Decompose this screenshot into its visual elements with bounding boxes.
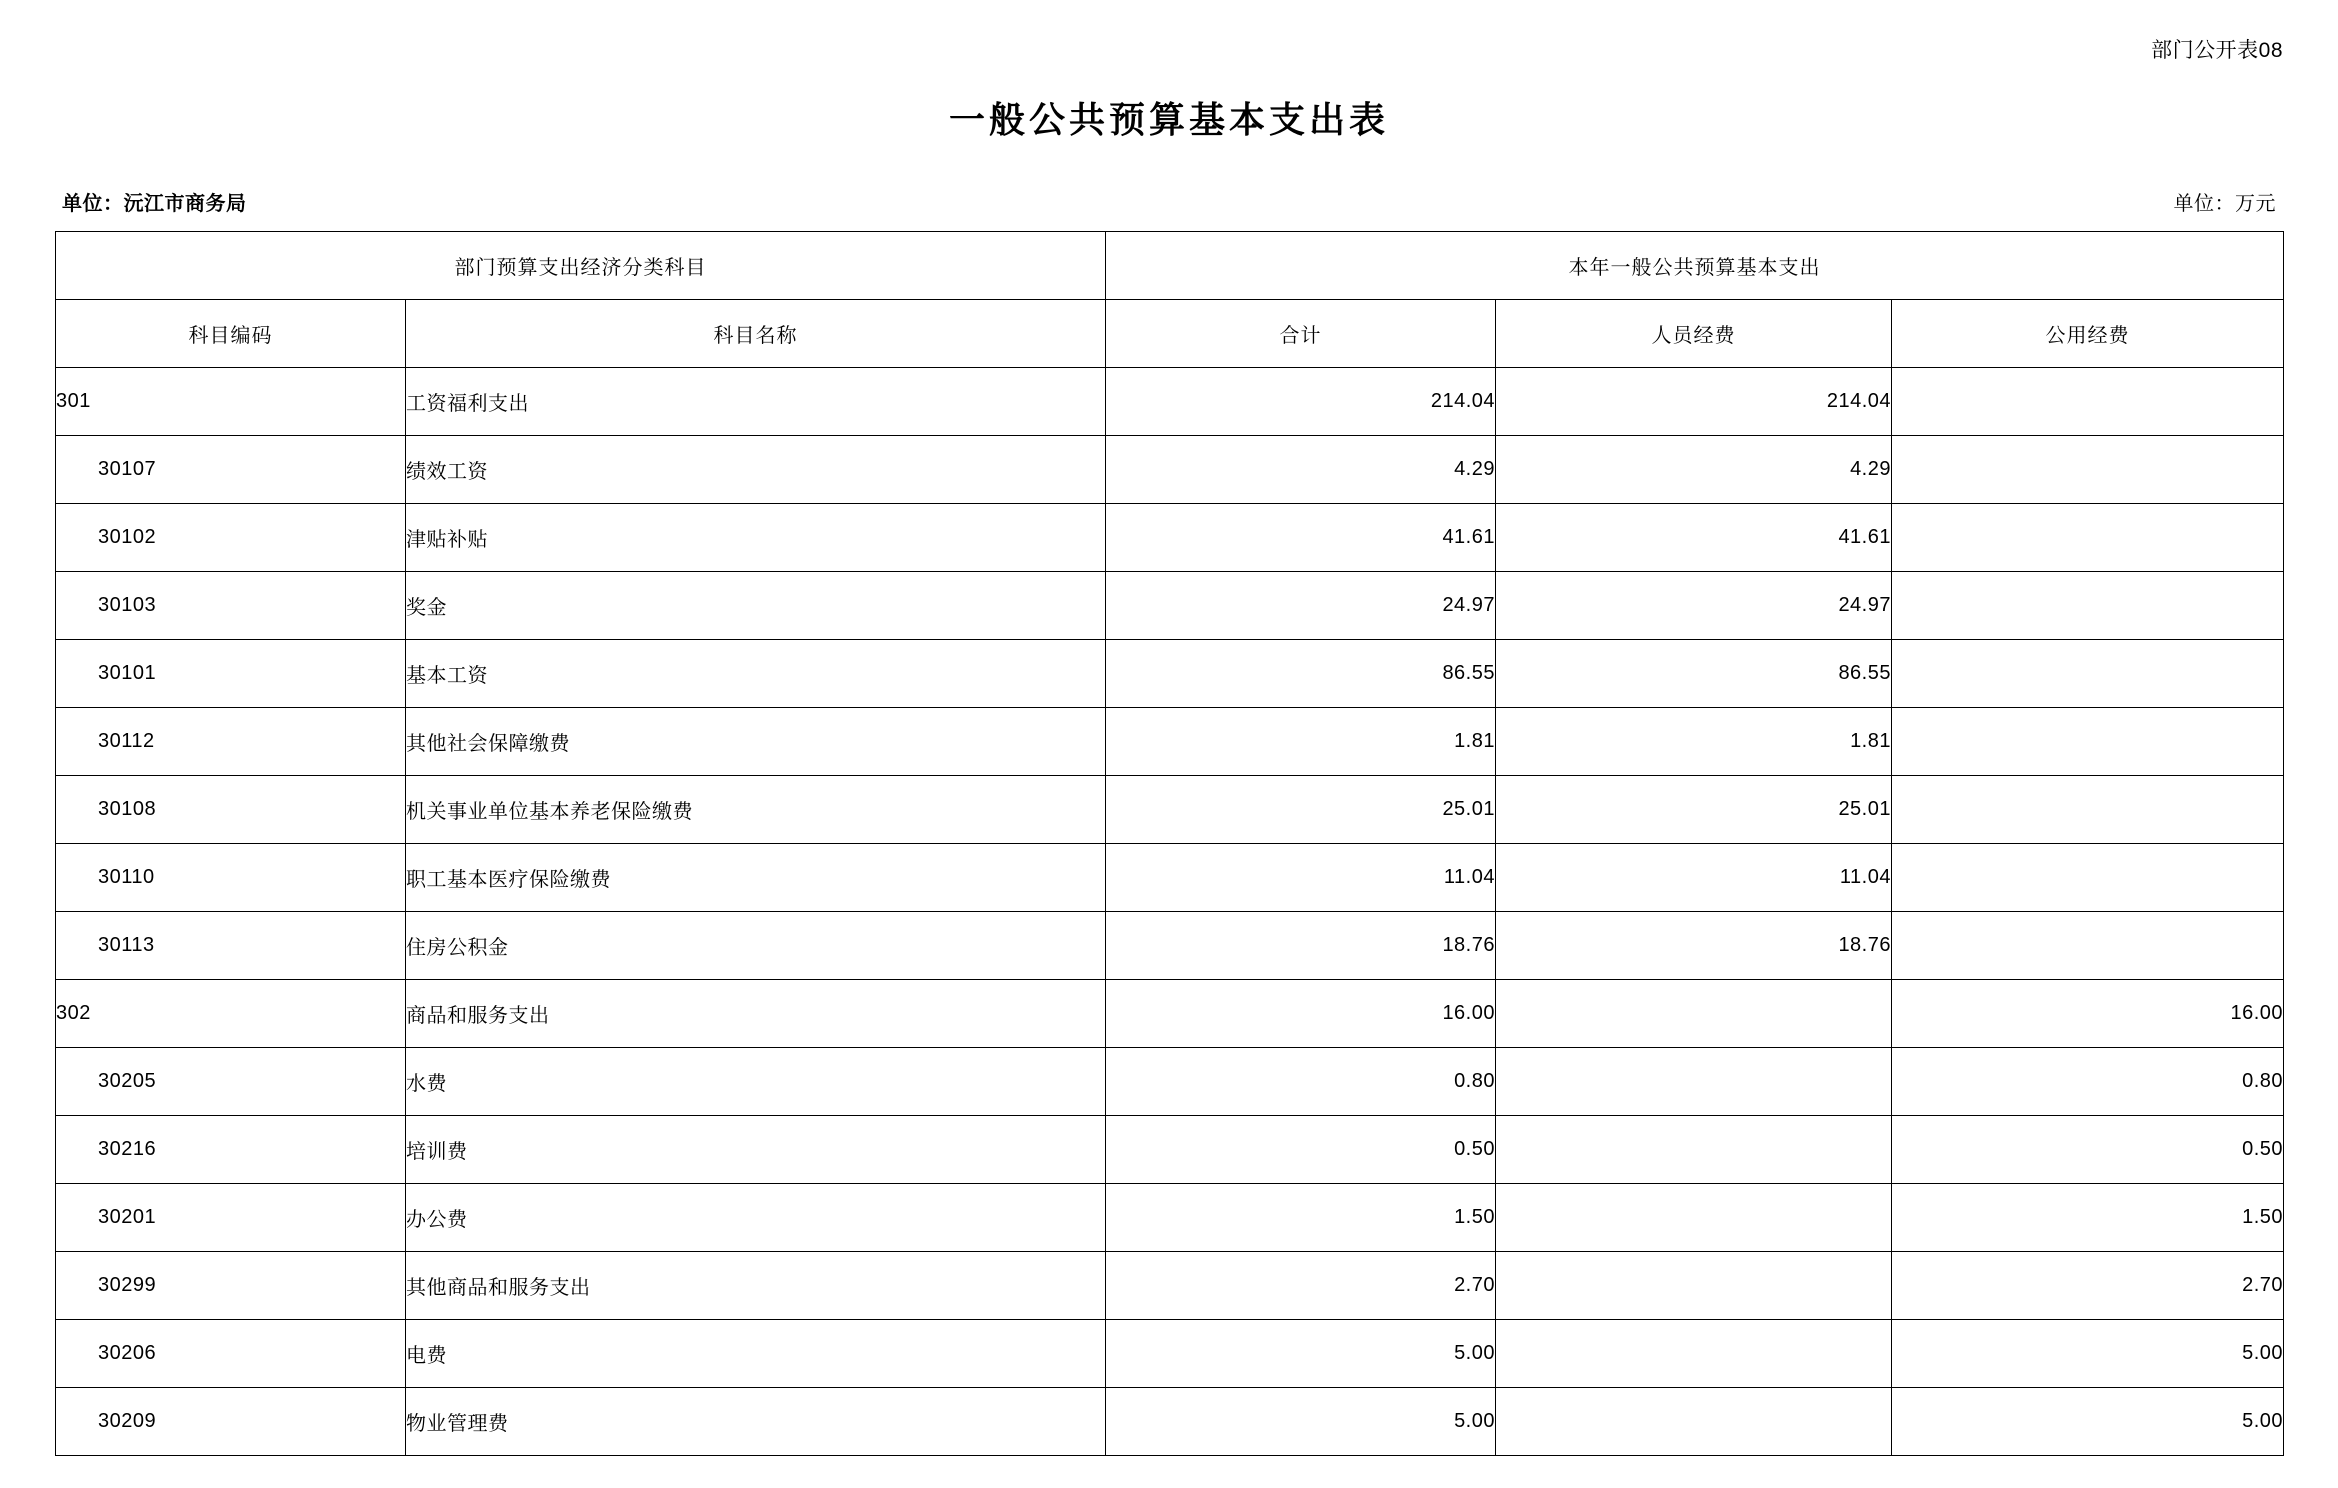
table-row xyxy=(56,1388,2284,1456)
cell-public: 0.80 xyxy=(1892,1048,2284,1116)
cell-person: 4.29 xyxy=(1496,436,1892,504)
table-row xyxy=(56,1252,2284,1320)
cell-name: 工资福利支出 xyxy=(406,368,1106,436)
table-row xyxy=(56,504,2284,572)
group-header-economic-category: 部门预算支出经济分类科目 xyxy=(56,232,1106,300)
cell-total: 4.29 xyxy=(1106,436,1496,504)
form-number-note: 部门公开表08 xyxy=(2151,39,2283,62)
cell-name: 机关事业单位基本养老保险缴费 xyxy=(406,776,1106,844)
table-column-header-row xyxy=(56,300,2284,368)
cell-person: 214.04 xyxy=(1496,368,1892,436)
table-row xyxy=(56,844,2284,912)
table-row xyxy=(56,1184,2284,1252)
column-header-personnel: 人员经费 xyxy=(1496,300,1892,368)
cell-public: 2.70 xyxy=(1892,1252,2284,1320)
table-row xyxy=(56,436,2284,504)
cell-total: 1.81 xyxy=(1106,708,1496,776)
cell-code: 30206 xyxy=(56,1320,406,1388)
table-row xyxy=(56,1320,2284,1388)
cell-person xyxy=(1496,1184,1892,1252)
table-row xyxy=(56,912,2284,980)
cell-public xyxy=(1892,844,2284,912)
table-row xyxy=(56,980,2284,1048)
cell-name: 绩效工资 xyxy=(406,436,1106,504)
cell-name: 津贴补贴 xyxy=(406,504,1106,572)
table-row xyxy=(56,1048,2284,1116)
table-group-header-row xyxy=(56,232,2284,300)
column-header-code: 科目编码 xyxy=(56,300,406,368)
cell-person xyxy=(1496,1388,1892,1456)
cell-code: 30201 xyxy=(56,1184,406,1252)
cell-total: 86.55 xyxy=(1106,640,1496,708)
table-row xyxy=(56,1116,2284,1184)
cell-public: 1.50 xyxy=(1892,1184,2284,1252)
cell-person: 86.55 xyxy=(1496,640,1892,708)
cell-public xyxy=(1892,504,2284,572)
cell-name: 水费 xyxy=(406,1048,1106,1116)
column-header-public: 公用经费 xyxy=(1892,300,2284,368)
cell-code: 30112 xyxy=(56,708,406,776)
cell-name: 住房公积金 xyxy=(406,912,1106,980)
cell-total: 1.50 xyxy=(1106,1184,1496,1252)
cell-total: 41.61 xyxy=(1106,504,1496,572)
cell-person xyxy=(1496,1320,1892,1388)
cell-public xyxy=(1892,776,2284,844)
cell-public xyxy=(1892,708,2284,776)
cell-person: 1.81 xyxy=(1496,708,1892,776)
cell-name: 物业管理费 xyxy=(406,1388,1106,1456)
cell-code: 30205 xyxy=(56,1048,406,1116)
cell-code: 30102 xyxy=(56,504,406,572)
cell-total: 0.50 xyxy=(1106,1116,1496,1184)
cell-total: 5.00 xyxy=(1106,1320,1496,1388)
column-header-name: 科目名称 xyxy=(406,300,1106,368)
cell-public xyxy=(1892,436,2284,504)
cell-public: 0.50 xyxy=(1892,1116,2284,1184)
cell-total: 25.01 xyxy=(1106,776,1496,844)
cell-name: 办公费 xyxy=(406,1184,1106,1252)
cell-name: 职工基本医疗保险缴费 xyxy=(406,844,1106,912)
cell-person xyxy=(1496,1048,1892,1116)
cell-person: 25.01 xyxy=(1496,776,1892,844)
cell-code: 30299 xyxy=(56,1252,406,1320)
cell-code: 30101 xyxy=(56,640,406,708)
group-header-current-year-budget: 本年一般公共预算基本支出 xyxy=(1106,232,2284,300)
cell-code: 302 xyxy=(56,980,406,1048)
cell-total: 24.97 xyxy=(1106,572,1496,640)
cell-name: 其他商品和服务支出 xyxy=(406,1252,1106,1320)
cell-code: 30209 xyxy=(56,1388,406,1456)
cell-public: 5.00 xyxy=(1892,1388,2284,1456)
cell-code: 30110 xyxy=(56,844,406,912)
table-row xyxy=(56,572,2284,640)
cell-name: 商品和服务支出 xyxy=(406,980,1106,1048)
cell-name: 基本工资 xyxy=(406,640,1106,708)
column-header-total: 合计 xyxy=(1106,300,1496,368)
cell-person xyxy=(1496,1116,1892,1184)
cell-person: 11.04 xyxy=(1496,844,1892,912)
cell-person xyxy=(1496,1252,1892,1320)
cell-name: 培训费 xyxy=(406,1116,1106,1184)
cell-name: 电费 xyxy=(406,1320,1106,1388)
cell-person xyxy=(1496,980,1892,1048)
cell-public: 5.00 xyxy=(1892,1320,2284,1388)
cell-code: 301 xyxy=(56,368,406,436)
cell-person: 41.61 xyxy=(1496,504,1892,572)
cell-total: 18.76 xyxy=(1106,912,1496,980)
cell-public: 16.00 xyxy=(1892,980,2284,1048)
cell-total: 11.04 xyxy=(1106,844,1496,912)
cell-total: 16.00 xyxy=(1106,980,1496,1048)
currency-unit-label: 单位：万元 xyxy=(2173,193,2276,215)
cell-person: 18.76 xyxy=(1496,912,1892,980)
cell-code: 30113 xyxy=(56,912,406,980)
cell-code: 30107 xyxy=(56,436,406,504)
cell-total: 0.80 xyxy=(1106,1048,1496,1116)
cell-public xyxy=(1892,572,2284,640)
table-row xyxy=(56,708,2284,776)
cell-code: 30216 xyxy=(56,1116,406,1184)
cell-code: 30103 xyxy=(56,572,406,640)
cell-total: 2.70 xyxy=(1106,1252,1496,1320)
cell-public xyxy=(1892,912,2284,980)
cell-name: 奖金 xyxy=(406,572,1106,640)
unit-name-label: 单位：沅江市商务局 xyxy=(62,193,247,215)
meta-row xyxy=(55,187,2283,215)
budget-table xyxy=(55,231,2284,1456)
cell-public xyxy=(1892,368,2284,436)
table-row xyxy=(56,640,2284,708)
cell-total: 5.00 xyxy=(1106,1388,1496,1456)
cell-name: 其他社会保障缴费 xyxy=(406,708,1106,776)
table-row xyxy=(56,776,2284,844)
page-title: 一般公共预算基本支出表 xyxy=(948,100,1389,140)
cell-public xyxy=(1892,640,2284,708)
table-row xyxy=(56,368,2284,436)
cell-code: 30108 xyxy=(56,776,406,844)
table-header xyxy=(56,232,2284,368)
cell-person: 24.97 xyxy=(1496,572,1892,640)
table-body xyxy=(56,368,2284,1456)
cell-total: 214.04 xyxy=(1106,368,1496,436)
